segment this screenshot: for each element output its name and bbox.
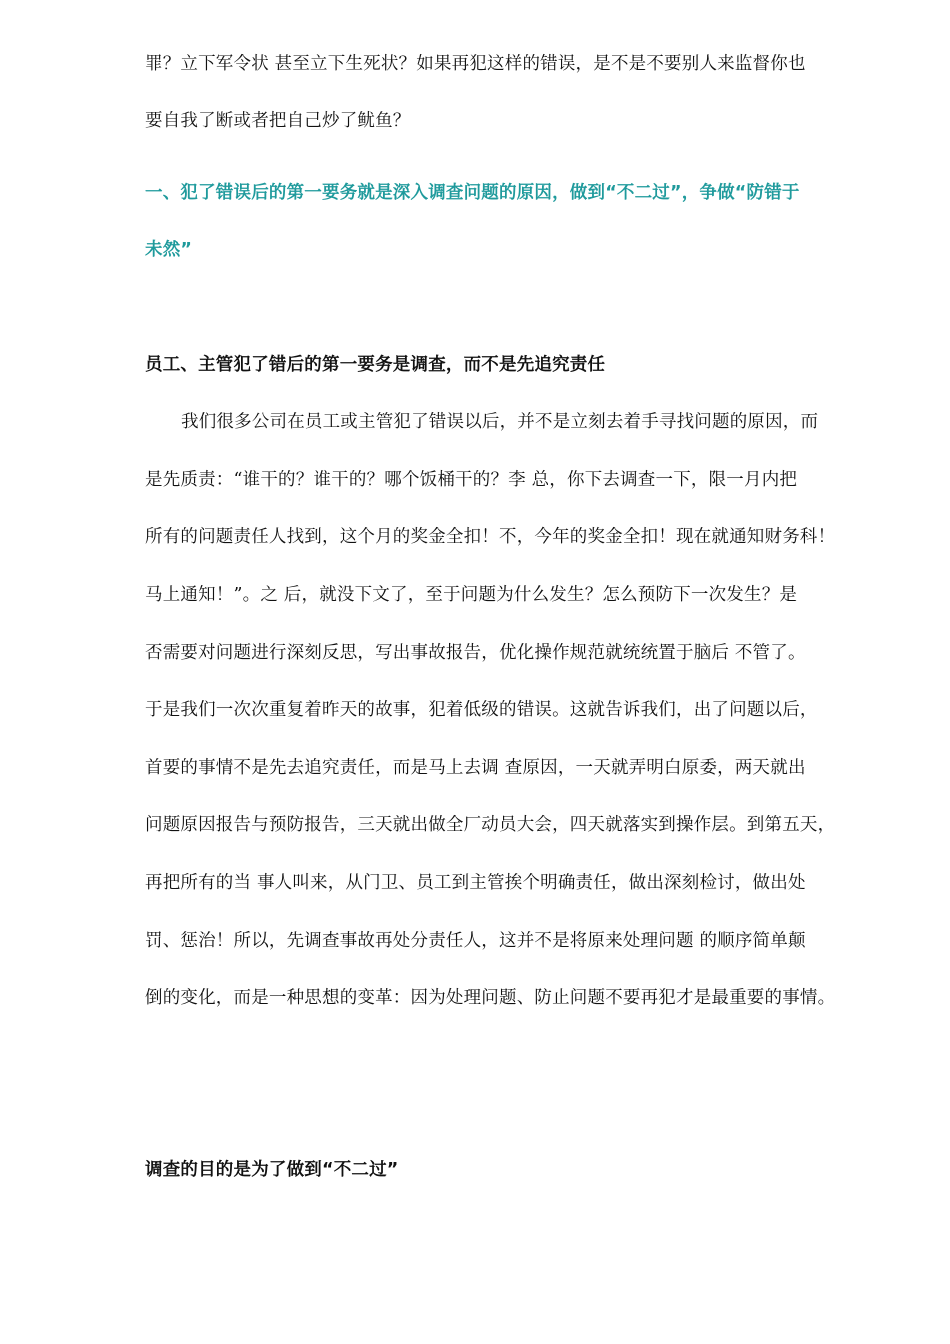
body-line-11: 倒的变化，而是一种思想的变革：因为处理问题、防止问题不要再犯才是最重要的事情。 [145,988,836,1008]
subheading-investigate-first: 员工、主管犯了错后的第一要务是调查，而不是先追究责任 [145,355,606,375]
section-heading-line-2: 未然” [145,240,193,260]
intro-line-2: 要自我了断或者把自己炒了鱿鱼？ [145,111,411,131]
body-line-7: 首要的事情不是先去追究责任，而是马上去调 查原因，一天就弄明白原委，两天就出 [145,758,806,778]
body-line-6: 于是我们一次次重复着昨天的故事，犯着低级的错误。这就告诉我们，出了问题以后， [145,700,818,720]
subheading-purpose: 调查的目的是为了做到“不二过” [145,1160,399,1180]
body-line-4: 马上通知！”。之 后，就没下文了，至于问题为什么发生？怎么预防下一次发生？是 [145,585,798,605]
body-line-3: 所有的问题责任人找到，这个月的奖金全扣！不，今年的奖金全扣！现在就通知财务科！ [145,527,836,547]
body-line-8: 问题原因报告与预防报告，三天就出做全厂动员大会，四天就落实到操作层。到第五天， [145,815,836,835]
section-heading-line-1: 一、犯了错误后的第一要务就是深入调查问题的原因，做到“不二过”，争做“防错于 [145,183,800,203]
body-line-2: 是先质责：“谁干的？谁干的？哪个饭桶干的？李 总，你下去调查一下，限一月内把 [145,470,798,490]
body-line-9: 再把所有的当 事人叫来，从门卫、员工到主管挨个明确责任，做出深刻检讨，做出处 [145,873,806,893]
body-line-5: 否需要对问题进行深刻反思，写出事故报告，优化操作规范就统统置于脑后 不管了。 [145,643,806,663]
intro-line-1: 罪？立下军令状 甚至立下生死状？如果再犯这样的错误，是不是不要别人来监督你也 [145,54,806,74]
body-line-10: 罚、惩治！所以，先调查事故再处分责任人，这并不是将原来处理问题 的顺序简单颠 [145,931,806,951]
body-line-1: 我们很多公司在员工或主管犯了错误以后，并不是立刻去着手寻找问题的原因，而 [181,412,819,432]
